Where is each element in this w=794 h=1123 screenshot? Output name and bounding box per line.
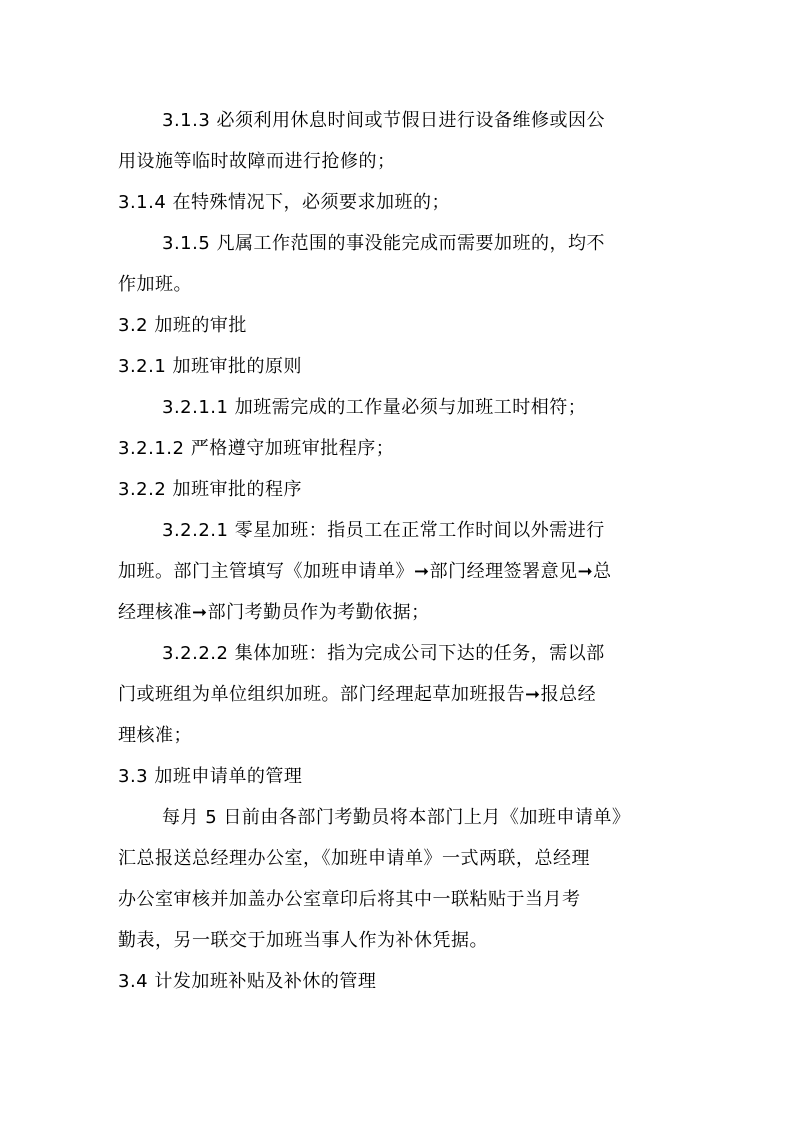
text-line: 门或班组为单位组织加班。部门经理起草加班报告➞报总经: [118, 684, 597, 705]
text-line: 理核准；: [118, 725, 192, 746]
text-line: 3.1.5 凡属工作范围的事没能完成而需要加班的，均不: [162, 233, 606, 254]
text-line: 汇总报送总经理办公室，《加班申请单》一式两联，总经理: [118, 848, 590, 869]
text-line: 加班。部门主管填写《加班申请单》➞部门经理签署意见➞总: [118, 561, 612, 582]
text-line: 3.2.1.1 加班需完成的工作量必须与加班工时相符；: [162, 397, 587, 418]
text-line: 办公室审核并加盖办公室章印后将其中一联粘贴于当月考: [118, 889, 581, 910]
text-line: 3.1.3 必须利用休息时间或节假日进行设备维修或因公: [162, 110, 606, 131]
section-heading: 3.3 加班申请单的管理: [118, 766, 303, 787]
subsection-heading: 3.2.2 加班审批的程序: [118, 479, 303, 500]
text-line: 3.1.4 在特殊情况下，必须要求加班的；: [118, 192, 451, 213]
text-line: 经理核准➞部门考勤员作为考勤依据；: [118, 602, 430, 623]
subsection-heading: 3.2.1 加班审批的原则: [118, 356, 303, 377]
section-heading: 3.2 加班的审批: [118, 315, 247, 336]
document-body: [118, 100, 678, 1002]
text-line: 每月 5 日前由各部门考勤员将本部门上月《加班申请单》: [162, 807, 631, 828]
text-line: 3.2.2.1 零星加班：指员工在正常工作时间以外需进行: [162, 520, 605, 541]
section-heading: 3.4 计发加班补贴及补休的管理: [118, 971, 377, 992]
text-line: 勤表，另一联交于加班当事人作为补休凭据。: [118, 930, 488, 951]
text-line: 用设施等临时故障而进行抢修的；: [118, 151, 396, 172]
text-line: 3.2.2.2 集体加班：指为完成公司下达的任务，需以部: [162, 643, 605, 664]
text-line: 作加班。: [118, 274, 192, 295]
text-line: 3.2.1.2 严格遵守加班审批程序；: [118, 438, 395, 459]
